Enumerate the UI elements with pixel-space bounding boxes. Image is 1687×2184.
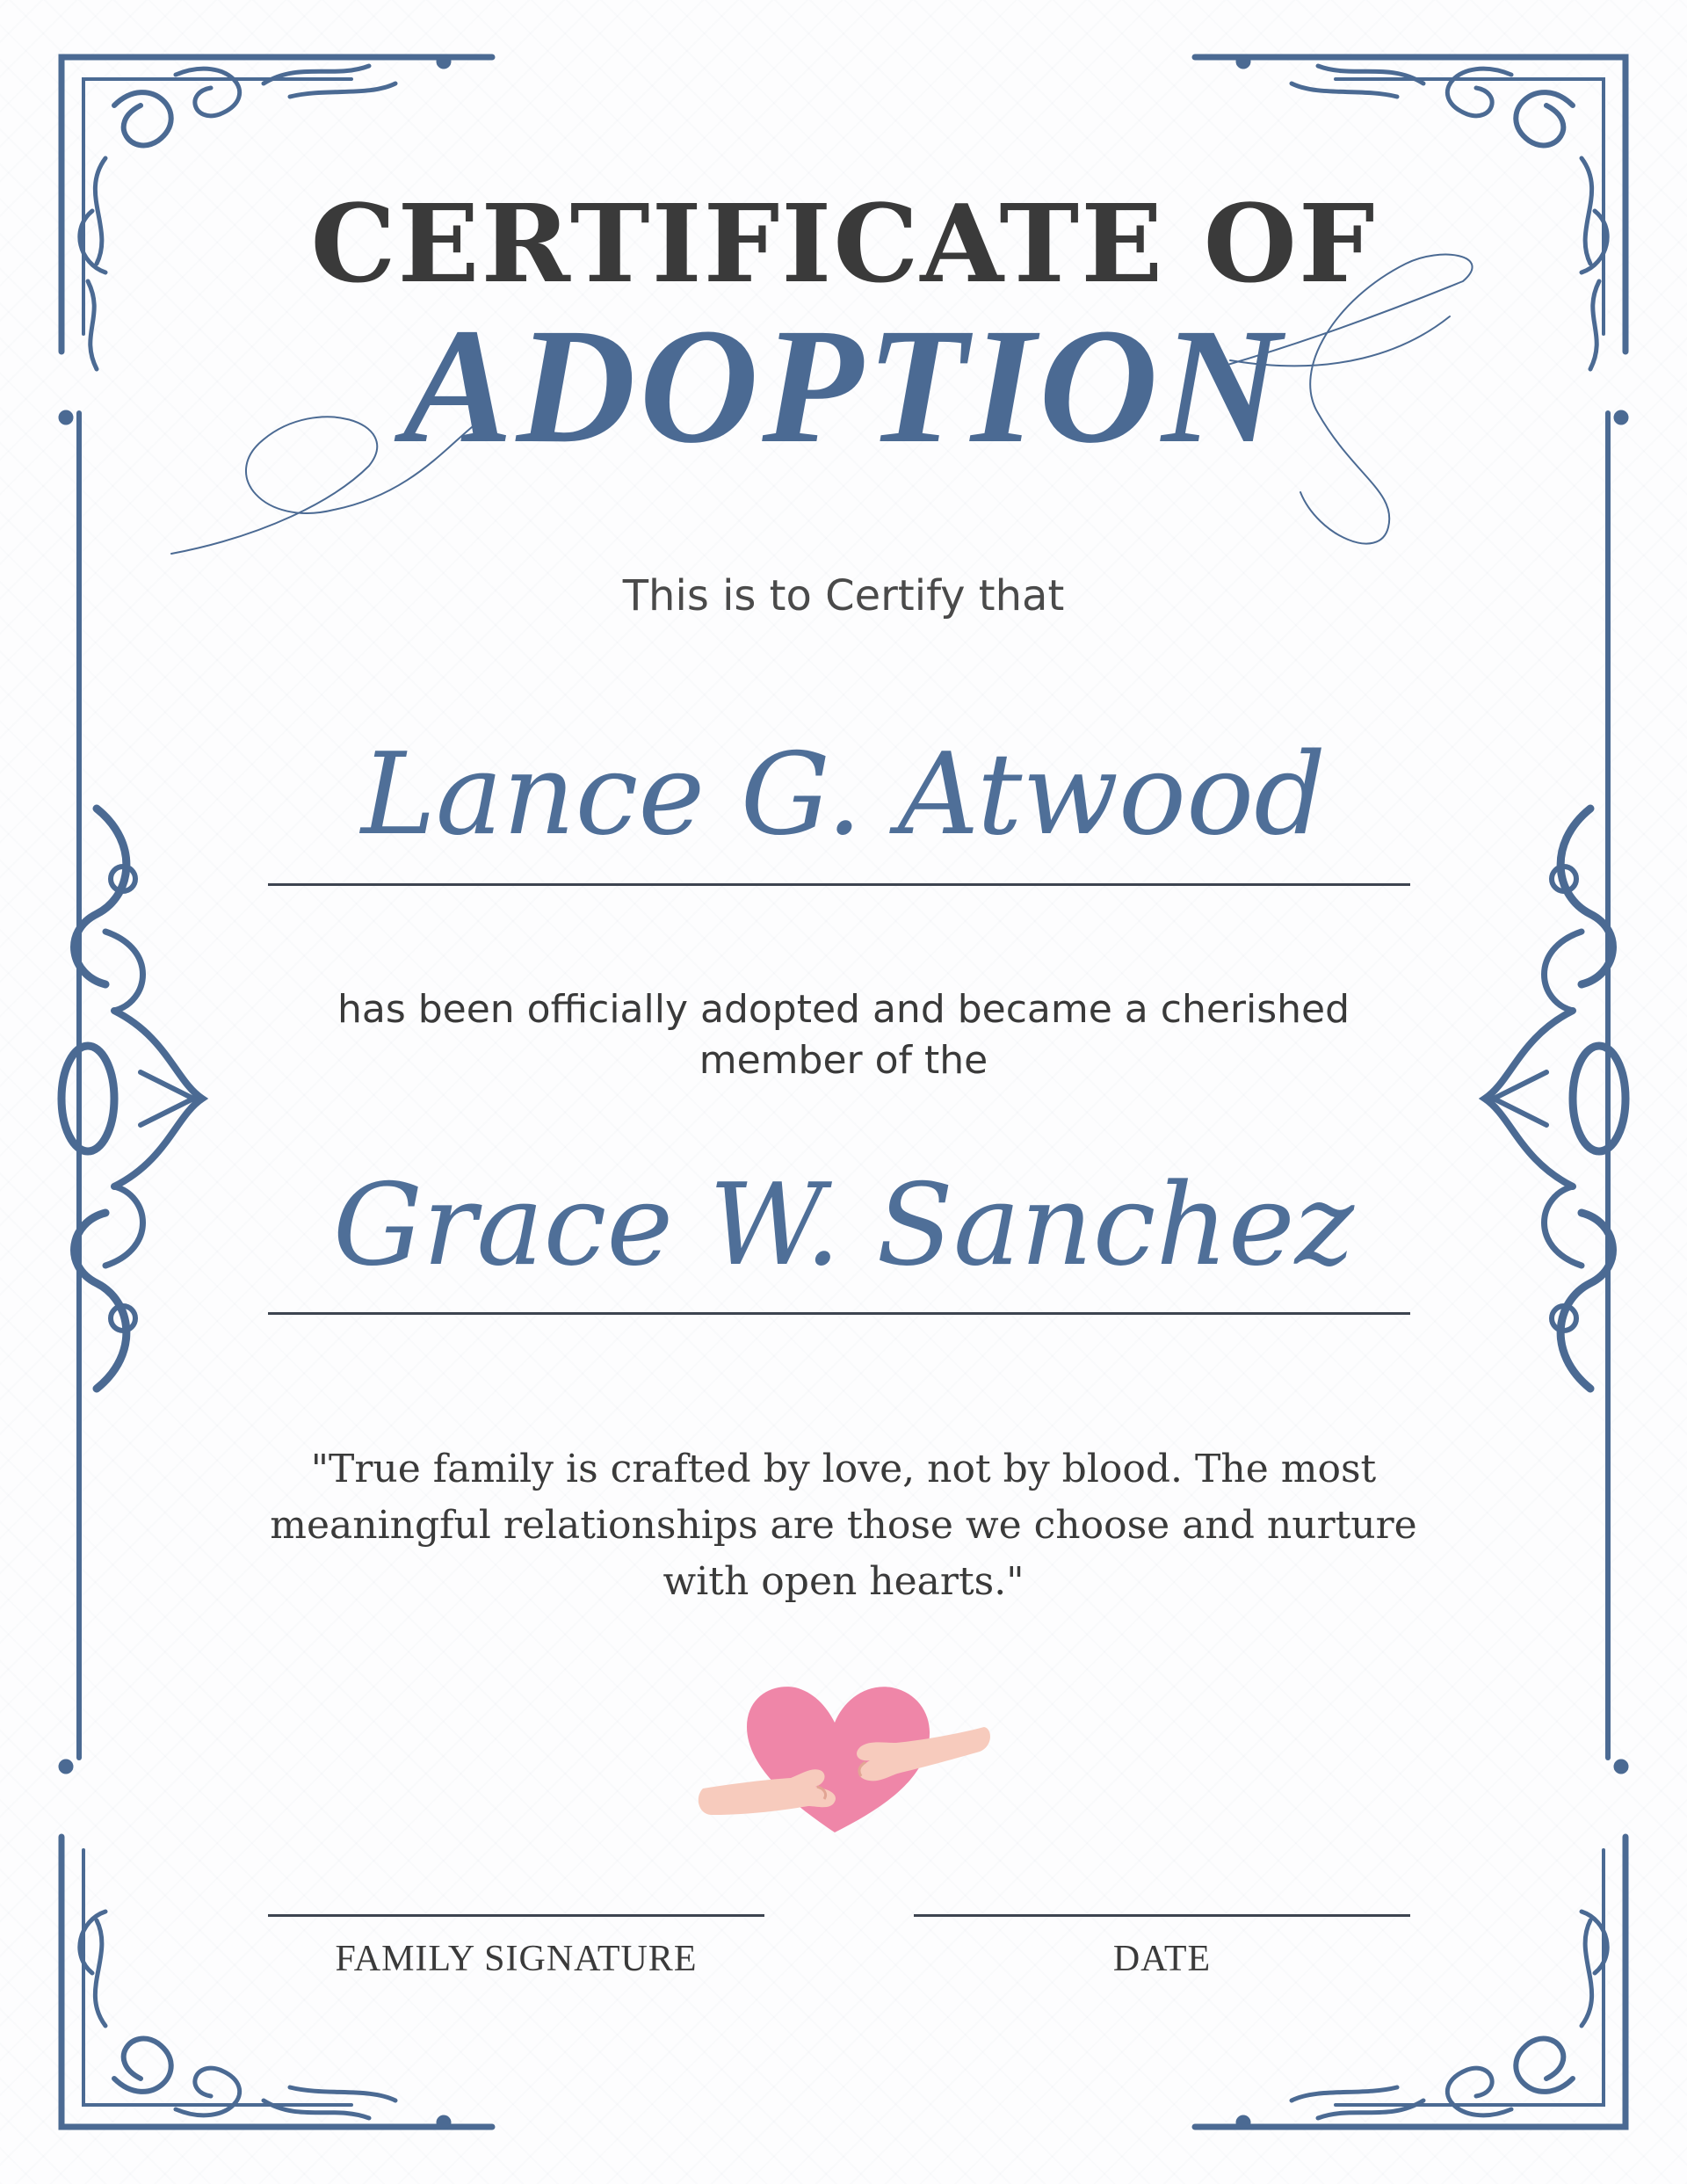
certificate-title-line1: CERTIFICATE OF	[310, 180, 1377, 307]
family-name-line	[268, 1312, 1410, 1315]
certify-intro-text: This is to Certify that	[622, 571, 1065, 620]
adoptee-name: Lance G. Atwood	[360, 729, 1327, 860]
adoptee-name-line	[268, 883, 1410, 886]
signature-line	[268, 1914, 764, 1917]
family-name: Grace W. Sanchez	[332, 1160, 1355, 1291]
date-line	[914, 1914, 1410, 1917]
adoption-statement: has been officially adopted and became a cherished member of the	[337, 987, 1350, 1083]
certificate-title-line2: ADOPTION	[402, 294, 1285, 477]
family-signature-label: FAMILY SIGNATURE	[335, 1939, 698, 1979]
date-label: DATE	[1112, 1939, 1212, 1979]
family-quote: "True family is crafted by love, not by blood. The most meaningful relationships are those we choose and nurture with open hearts."	[270, 1447, 1417, 1604]
heart-in-hands-icon	[694, 1674, 993, 1841]
